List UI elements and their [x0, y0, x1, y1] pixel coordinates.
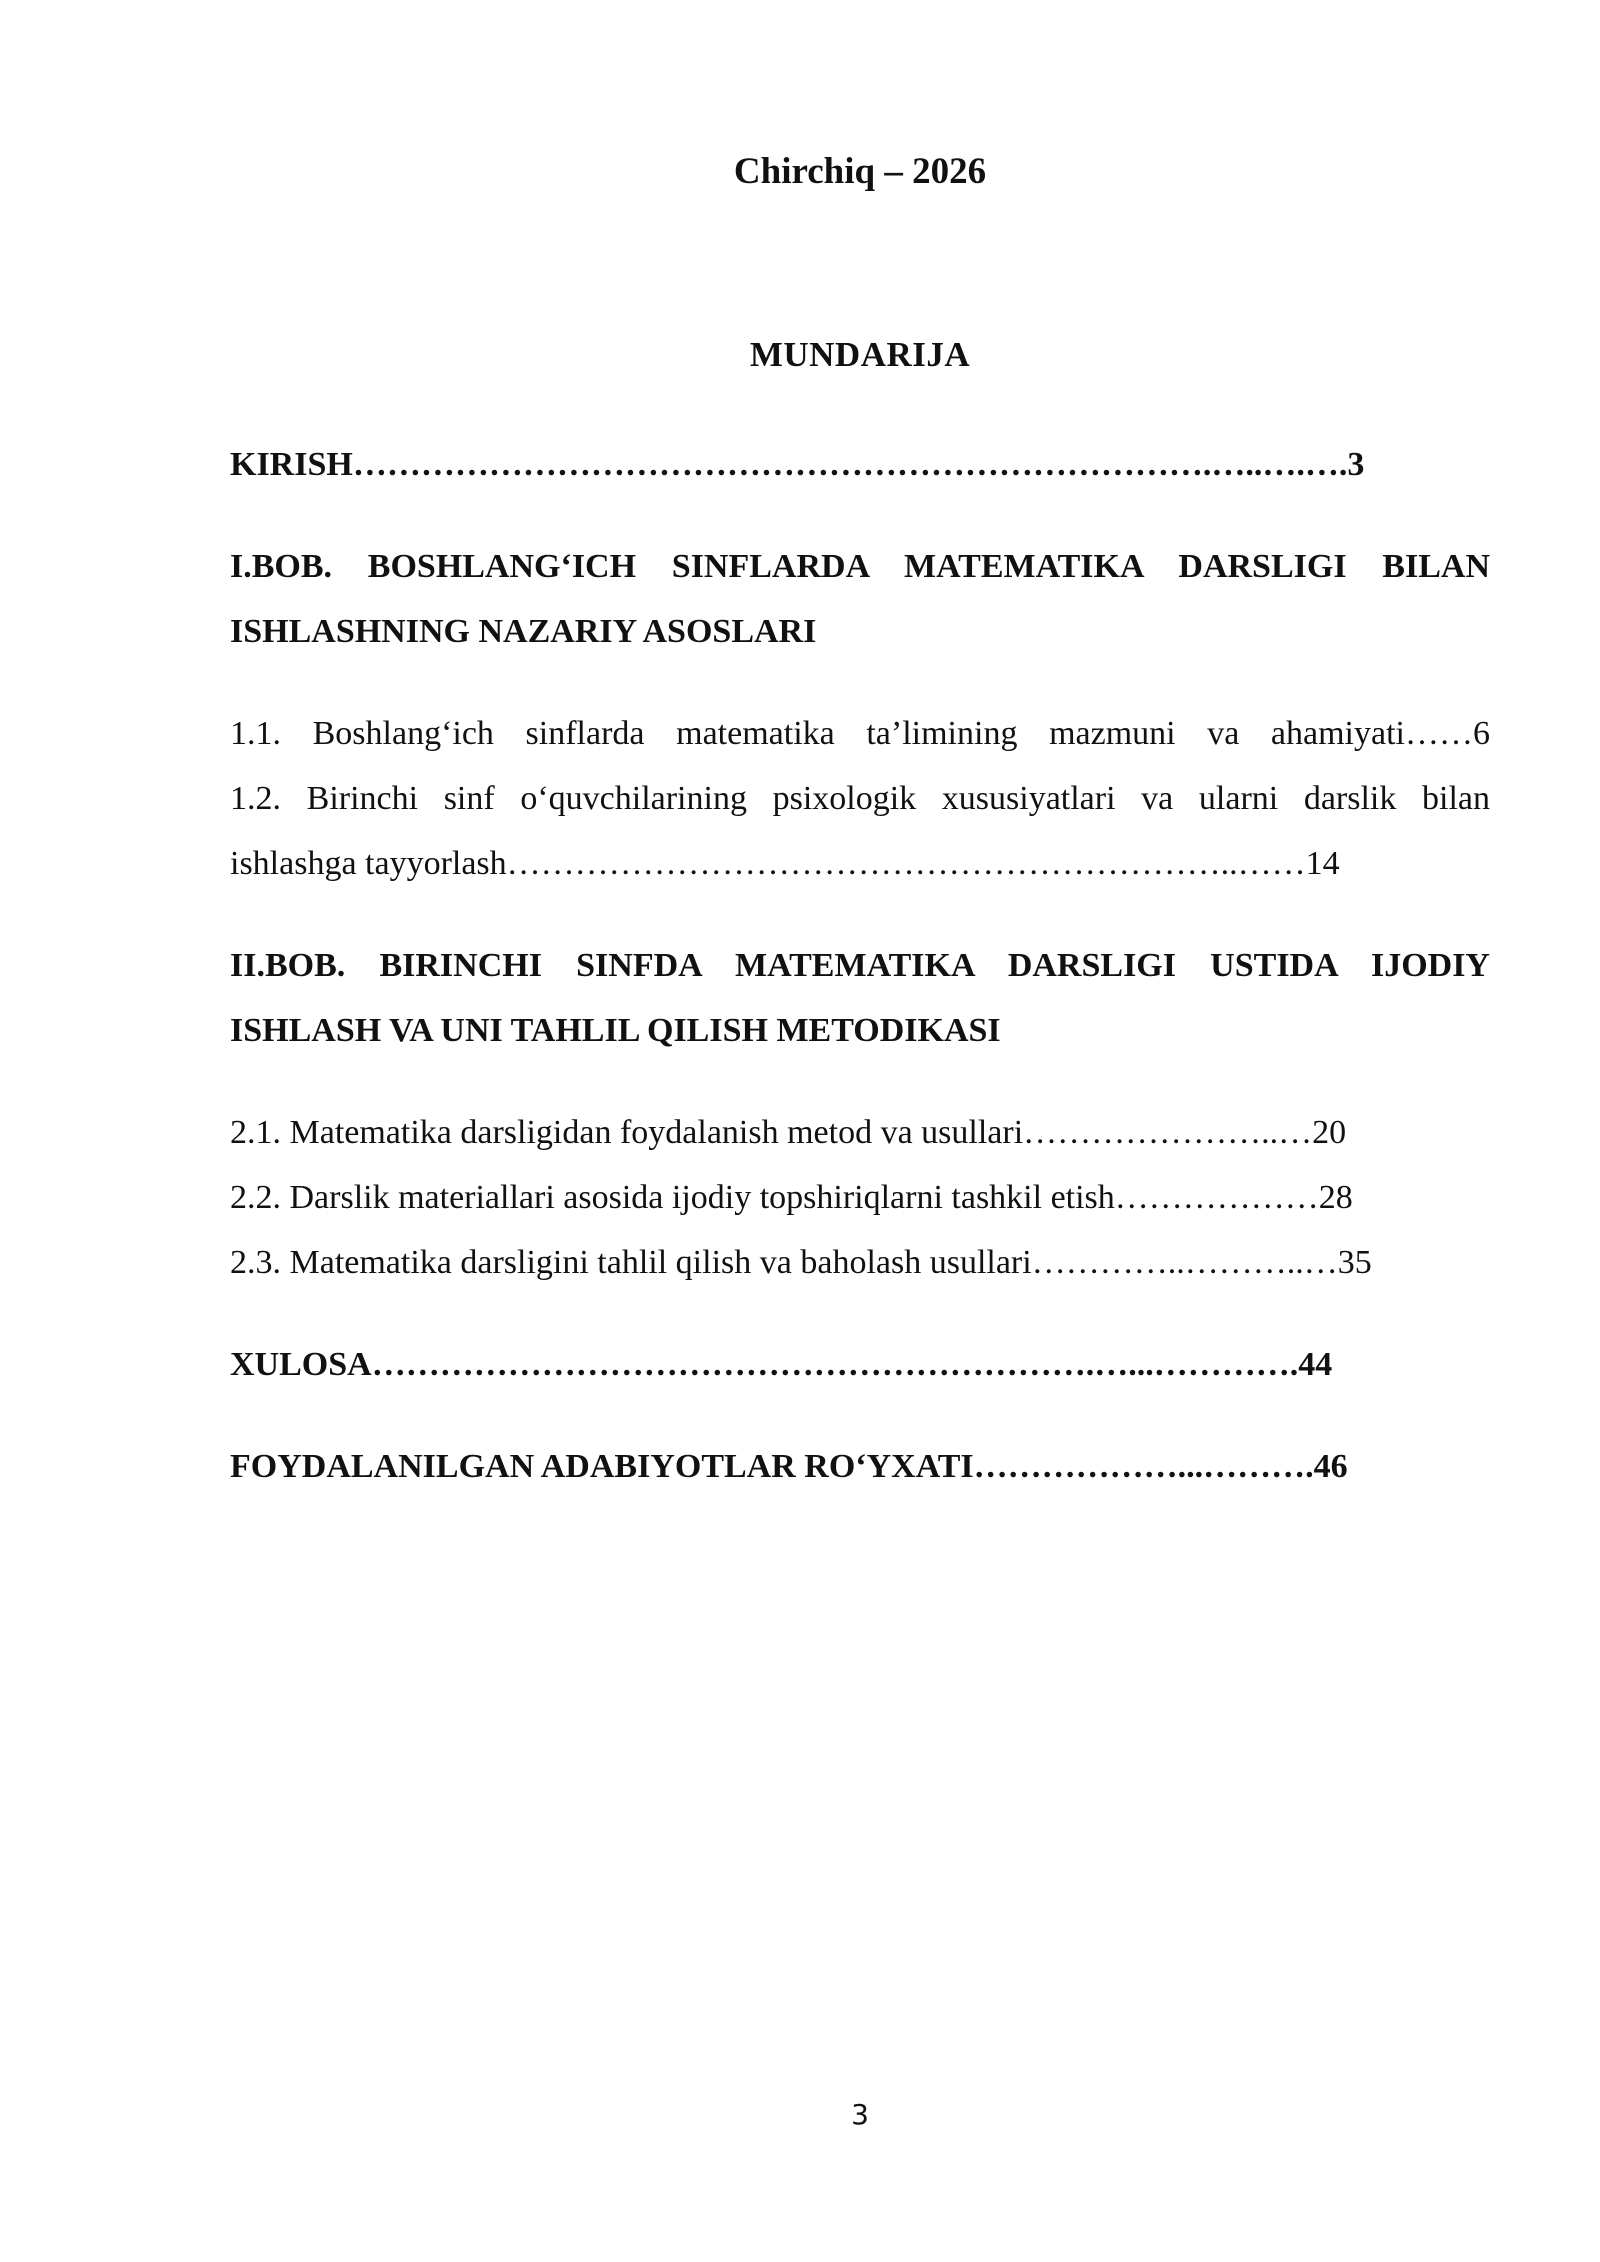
toc-entry-1-2-line-1: 1.2. Birinchi sinf o‘quvchilarining psixologik xususiyatlari va ularni darslik bilan [230, 780, 1490, 817]
toc-chapter-1-line-1: I.BOB. BOSHLANG‘ICH SINFLARDA MATEMATIKA DARSLIGI BILAN [230, 548, 1490, 585]
toc-entry-intro: KIRISH………………………………………………………………….…..….….3 [230, 446, 1365, 483]
toc-entry-references: FOYDALANILGAN ADABIYOTLAR RO‘YXATI………………...……….46 [230, 1448, 1348, 1485]
page-number: 3 [851, 2098, 869, 2131]
city-year: Chirchiq – 2026 [733, 151, 987, 192]
toc-entry-1-2-line-2: ishlashga tayyorlash………………………………………………………..……14 [230, 845, 1340, 882]
toc-chapter-2-line-2: ISHLASH VA UNI TAHLIL QILISH METODIKASI [230, 1012, 1001, 1049]
toc-entry-1-1: 1.1. Boshlang‘ich sinflarda matematika ta’limining mazmuni va ahamiyati……6 [230, 715, 1490, 752]
toc-title: MUNDARIJA [749, 335, 971, 374]
toc-entry-2-3: 2.3. Matematika darsligini tahlil qilish va baholash usullari…………..………..…35 [230, 1244, 1372, 1281]
toc-entry-conclusion: XULOSA……………………………………………………….…...………….44 [230, 1346, 1333, 1383]
toc-chapter-1-line-2: ISHLASHNING NAZARIY ASOSLARI [230, 613, 817, 650]
toc-entry-2-1: 2.1. Matematika darsligidan foydalanish metod va usullari…………………..…20 [230, 1114, 1347, 1151]
toc-entry-2-2: 2.2. Darslik materiallari asosida ijodiy topshiriqlarni tashkil etish………………28 [230, 1179, 1353, 1216]
toc-chapter-2-line-1: II.BOB. BIRINCHI SINFDA MATEMATIKA DARSLIGI USTIDA IJODIY [230, 947, 1490, 984]
